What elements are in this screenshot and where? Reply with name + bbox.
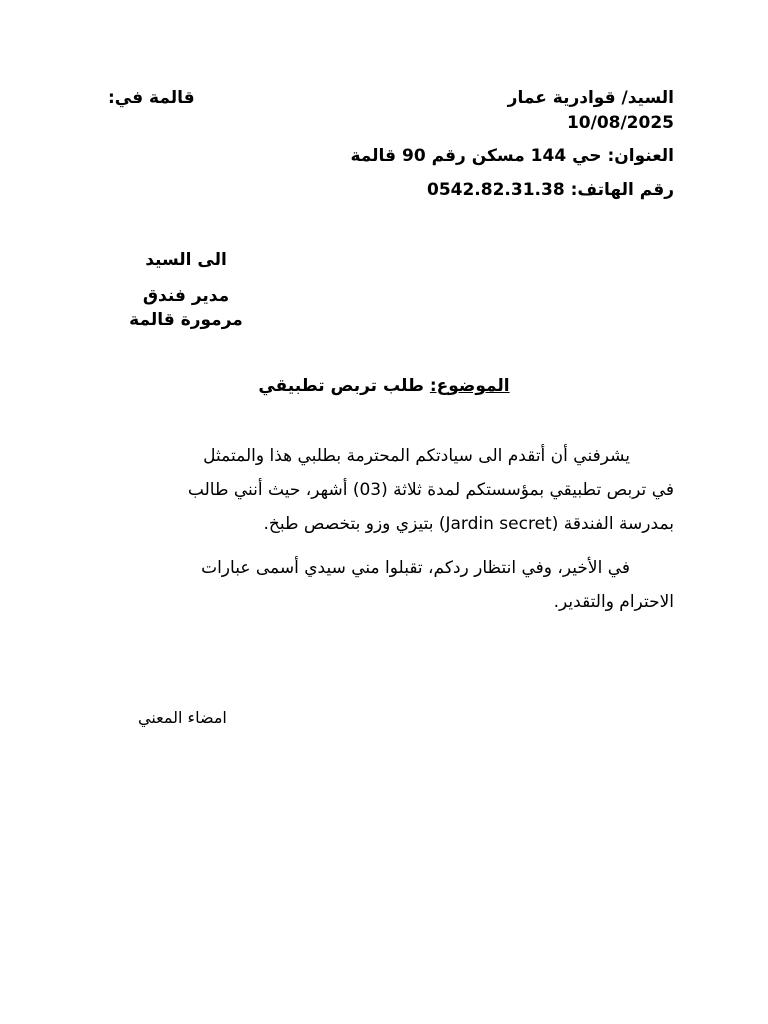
subject-text: طلب تربص تطبيقي [258, 376, 430, 396]
school-name: (Jardin secret) [438, 514, 559, 534]
recipient-hotel: مرمورة قالمة [129, 310, 243, 330]
sender-address: العنوان: حي 144 مسكن رقم 90 قالمة [350, 146, 674, 166]
signature-label: امضاء المعني [138, 708, 227, 727]
sender-name: السيد/ قوادرية عمار [507, 88, 674, 108]
sender-phone: رقم الهاتف: 0542.82.31.38 [426, 180, 674, 200]
body-paragraph-1-line-3 [263, 514, 674, 534]
subject-label: الموضوع: [429, 376, 510, 396]
school-text-start: بمدرسة الفندقة [558, 514, 674, 534]
subject-line [94, 376, 674, 396]
body-paragraph-1-line-2: في تربص تطبيقي بمؤسستكم لمدة ثلاثة (03) أشهر، حيث أنني طالب [187, 480, 674, 500]
body-paragraph-2-line-2: الاحترام والتقدير. [553, 592, 674, 612]
recipient-title: الى السيد [145, 250, 227, 270]
recipient-position: مدير فندق [142, 286, 230, 306]
letter-date: 10/08/2025 [566, 113, 674, 133]
school-text-end: بتيزي وزو بتخصص طبخ. [263, 514, 439, 534]
body-paragraph-1-line-1: يشرفني أن أتقدم الى سيادتكم المحترمة بطلبي هذا والمتمثل [203, 446, 630, 466]
body-paragraph-2-line-1: في الأخير، وفي انتظار ردكم، تقبلوا مني سيدي أسمى عبارات [201, 558, 630, 578]
place-label: قالمة في: [108, 88, 195, 108]
